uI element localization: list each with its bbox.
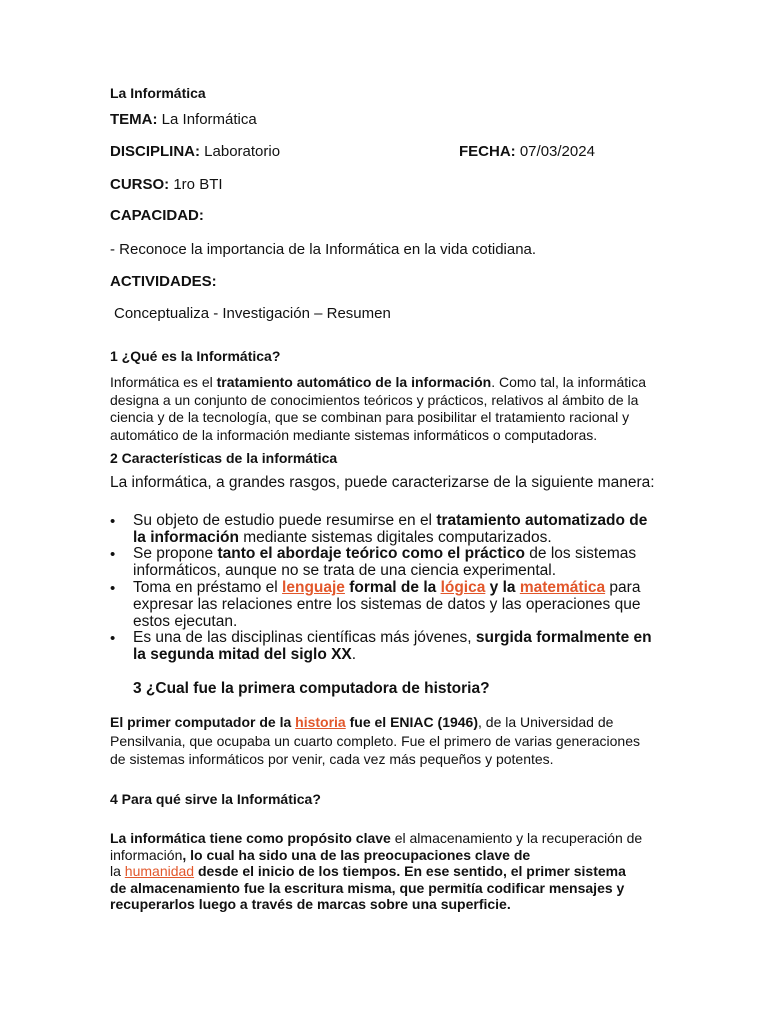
- tema-label: TEMA:: [110, 111, 158, 128]
- curso-row: [110, 176, 223, 193]
- s4-bold: recuperarlos luego a través de marcas sobre una superficie.: [110, 896, 511, 912]
- disciplina-label: DISCIPLINA:: [110, 143, 200, 160]
- disciplina-row: [110, 143, 280, 160]
- bullet-marker: •: [110, 630, 116, 647]
- bullet-marker: •: [110, 513, 116, 530]
- bullet-marker: •: [110, 546, 116, 563]
- b2-text: de los sistemas: [524, 545, 637, 562]
- fecha-row: [459, 143, 595, 160]
- b2-text: Se propone: [133, 545, 218, 562]
- link-lenguaje[interactable]: lenguaje: [282, 579, 345, 596]
- tema-row: [110, 111, 257, 128]
- b3-text: expresar las relaciones entre los sistemas de datos y las operaciones que: [133, 596, 641, 613]
- list-item: [133, 629, 653, 663]
- b1-bold: la información: [133, 529, 239, 546]
- b1-bold: tratamiento automatizado de: [436, 512, 648, 529]
- document-title: La Informática: [110, 85, 206, 101]
- list-item: [133, 579, 653, 630]
- s3-bold: fue el ENIAC (1946): [345, 714, 478, 730]
- list-item: [133, 512, 653, 546]
- s1-bold: tratamiento automático de la información: [216, 374, 492, 390]
- s1-line: automático de la información mediante sistemas informáticos o computadoras.: [110, 426, 598, 443]
- section1-paragraph: [110, 374, 670, 444]
- fecha-value: 07/03/2024: [519, 143, 595, 160]
- capacidad-label: CAPACIDAD:: [110, 207, 204, 224]
- b3-text: Toma en préstamo el: [133, 579, 283, 596]
- actividades-text: Conceptualiza - Investigación – Resumen: [114, 305, 391, 322]
- curso-label: CURSO:: [110, 176, 170, 193]
- capacidad-text: - Reconoce la importancia de la Informática en la vida cotidiana.: [110, 241, 537, 258]
- b4-bold: la segunda mitad del siglo XX: [133, 646, 352, 663]
- s4-bold: desde el inicio de los tiempos. En ese sentido, el primer sistema: [194, 863, 626, 879]
- bullet-marker: •: [110, 580, 116, 597]
- section1-heading: 1 ¿Qué es la Informática?: [110, 348, 281, 364]
- b1-text: mediante sistemas digitales computarizados.: [238, 529, 552, 546]
- disciplina-value: Laboratorio: [204, 143, 281, 160]
- b2-text: informáticos, aunque no se trata de una ciencia experimental.: [133, 562, 557, 579]
- s3-text: , de la Universidad de: [478, 714, 614, 730]
- section3-paragraph: [110, 713, 670, 769]
- b3-text: para: [605, 579, 641, 596]
- s1-line: designa a un conjunto de conocimientos teóricos y prácticos, relativos al ámbito de la: [110, 391, 639, 408]
- section3-heading: 3 ¿Cual fue la primera computadora de historia?: [133, 680, 490, 697]
- s4-text: información: [110, 846, 183, 863]
- s4-text: la: [110, 863, 125, 879]
- s4-bold: de almacenamiento fue la escritura misma, que permitía codificar mensajes y: [110, 879, 625, 896]
- s3-bold: El primer computador de la: [110, 714, 296, 730]
- list-item: [133, 545, 653, 579]
- link-humanidad[interactable]: humanidad: [124, 863, 195, 879]
- s3-line: de sistemas informáticos por venir, cada vez más pequeños y potentes.: [110, 751, 554, 767]
- b4-text: .: [351, 646, 357, 663]
- s3-line: Pensilvania, que ocupaba un cuarto completo. Fue el primero de varias generaciones: [110, 732, 640, 749]
- curso-value: 1ro BTI: [173, 176, 223, 193]
- s1-text: Informática es el: [110, 374, 217, 390]
- tema-value: La Informática: [161, 111, 257, 128]
- fecha-label: FECHA:: [459, 143, 516, 160]
- section4-heading: 4 Para qué sirve la Informática?: [110, 791, 321, 807]
- b4-bold: surgida formalmente en: [475, 629, 652, 646]
- b2-bold: tanto el abordaje teórico como el práctico: [217, 545, 525, 562]
- s4-text: el almacenamiento y la recuperación de: [390, 830, 643, 846]
- actividades-label: ACTIVIDADES:: [110, 273, 217, 290]
- s1-text: . Como tal, la informática: [491, 374, 647, 390]
- section2-intro: La informática, a grandes rasgos, puede caracterizarse de la siguiente manera:: [110, 474, 655, 491]
- s1-line: ciencia y de la tecnología, que se combinan para posibilitar el tratamiento racional y: [110, 409, 630, 425]
- b4-text: Es una de las disciplinas científicas más jóvenes,: [133, 629, 476, 646]
- section4-paragraph: [110, 830, 680, 913]
- b3-bold: formal de la: [344, 579, 441, 596]
- link-historia[interactable]: historia: [295, 714, 346, 730]
- s4-bold: , lo cual ha sido una de las preocupaciones clave de: [182, 846, 531, 863]
- link-matematica[interactable]: matemática: [519, 579, 606, 596]
- s4-bold: La informática tiene como propósito clave: [110, 830, 391, 846]
- section2-heading: 2 Características de la informática: [110, 450, 338, 466]
- b3-text: estos ejecutan.: [133, 613, 238, 630]
- b1-text: Su objeto de estudio puede resumirse en el: [133, 512, 437, 529]
- b3-bold: y la: [485, 579, 520, 596]
- link-logica[interactable]: lógica: [440, 579, 486, 596]
